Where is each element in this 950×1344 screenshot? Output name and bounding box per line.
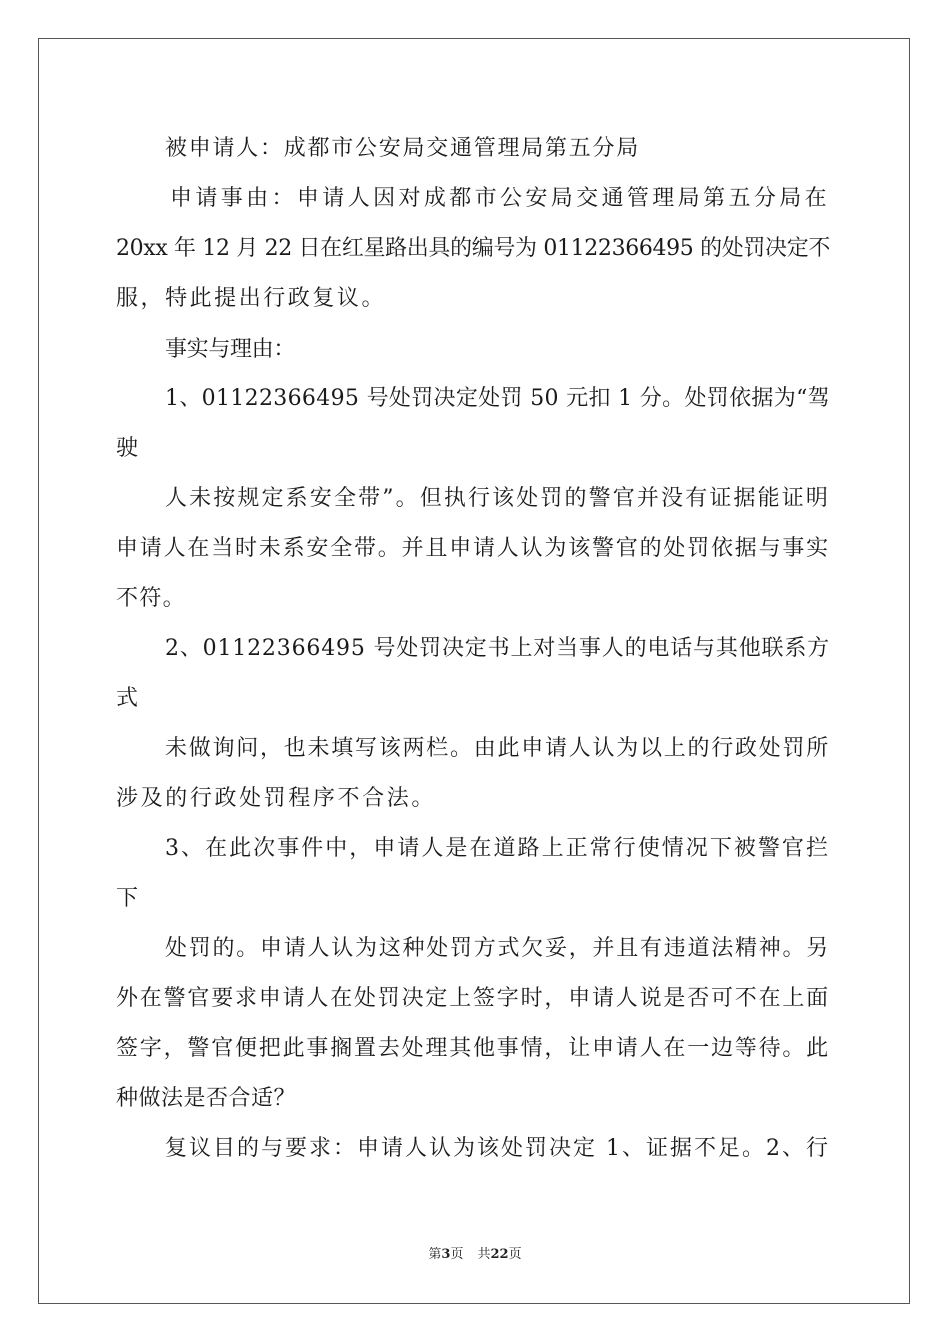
paragraph-line: 不符。 — [116, 586, 186, 611]
paragraph-line: 涉及的行政处罚程序不合法。 — [116, 786, 436, 811]
paragraph-line: 复议目的与要求：申请人认为该处罚决定 1、证据不足。2、行 — [165, 1136, 830, 1161]
page-border — [38, 38, 910, 1304]
page-footer — [0, 1246, 950, 1264]
paragraph-line: 式 — [116, 686, 141, 711]
footer-page-suffix: 页 — [450, 1247, 464, 1262]
paragraph-line: 下 — [116, 886, 141, 911]
footer-page-prefix: 第 — [428, 1247, 442, 1262]
paragraph-line: 被申请人：成都市公安局交通管理局第五分局 — [165, 136, 640, 161]
paragraph-line: 2、01122366495 号处罚决定书上对当事人的电话与其他联系方 — [165, 636, 830, 661]
paragraph-line: 种做法是否合适？ — [116, 1086, 296, 1111]
footer-page-number: 3 — [441, 1247, 451, 1262]
paragraph-line: 处罚的。申请人认为这种处罚方式欠妥，并且有违道法精神。另 — [165, 936, 830, 961]
paragraph-line: 外在警官要求申请人在处罚决定上签字时，申请人说是否可不在上面 — [116, 986, 830, 1011]
paragraph-line: 1、01122366495 号处罚决定处罚 50 元扣 1 分。处罚依据为“驾 — [165, 386, 830, 411]
footer-total-number: 22 — [490, 1247, 509, 1262]
paragraph-line: 事实与理由： — [165, 337, 295, 362]
paragraph-line: 服，特此提出行政复议。 — [116, 286, 386, 311]
paragraph-line: 3、在此次事件中，申请人是在道路上正常行使情况下被警官拦 — [165, 836, 830, 861]
paragraph-line: 人未按规定系安全带”。但执行该处罚的警官并没有证据能证明 — [165, 486, 830, 511]
paragraph-line: 签字，警官便把此事搁置去处理其他事情，让申请人在一边等待。此 — [116, 1036, 830, 1061]
footer-total-prefix: 共 — [477, 1247, 491, 1262]
paragraph-line: 未做询问，也未填写该两栏。由此申请人认为以上的行政处罚所 — [165, 736, 830, 761]
paragraph-line: 驶 — [116, 436, 141, 461]
paragraph-line: 20xx 年 12 月 22 日在红星路出具的编号为 01122366495 的处罚决定不 — [116, 236, 830, 261]
footer-total-suffix: 页 — [508, 1247, 522, 1262]
paragraph-line: 申请事由：申请人因对成都市公安局交通管理局第五分局在 — [170, 186, 830, 211]
paragraph-line: 申请人在当时未系安全带。并且申请人认为该警官的处罚依据与事实 — [116, 536, 830, 561]
